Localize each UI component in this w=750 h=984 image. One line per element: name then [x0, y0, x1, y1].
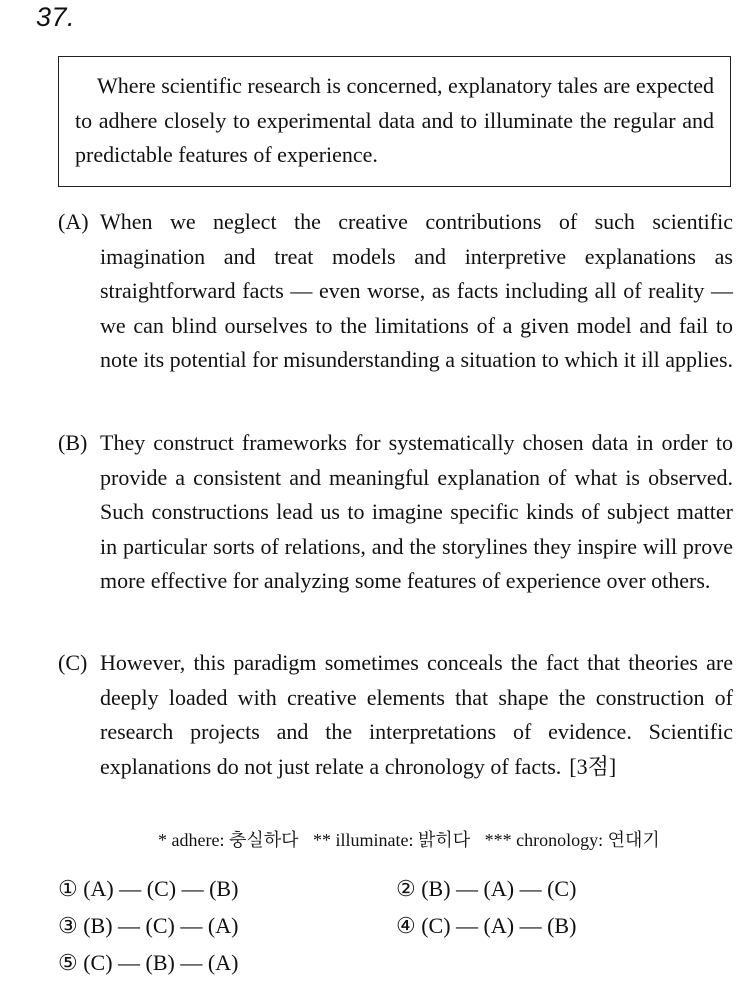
answer-option-3[interactable]: ③ (B) — (C) — (A) [58, 913, 239, 938]
paragraph-c-body [100, 646, 733, 784]
paragraph-a-label: (A) [58, 209, 89, 234]
glossary-item-chronology: *** chronology: 연대기 [484, 830, 660, 850]
given-passage-box [58, 56, 731, 187]
given-passage-text: Where scientific research is concerned, explanatory tales are expected to adhere closely to experimental data and to illuminate the regular and predictable features of experience. [75, 73, 714, 167]
paragraph-b-text: They construct frameworks for systematically chosen data in order to provide a consistent and meaningful explanation of what is observed. Such constructions lead us to imagine specific kinds of subject matter in particular sorts of relations, and the storylines they inspire will prove more effective for analyzing some features of experience over others. [100, 430, 733, 593]
paragraph-c-text: However, this paradigm sometimes conceals the fact that theories are deeply loaded with creative elements that shape the construction of research projects and the interpretations of evidence. Scientific explanations do not just relate a chronology of facts. [100, 650, 733, 779]
paragraph-b [58, 426, 733, 599]
points-badge: [3점] [569, 753, 617, 779]
paragraph-a [58, 205, 733, 378]
answer-option-1[interactable]: ① (A) — (C) — (B) [58, 876, 239, 901]
glossary [158, 828, 670, 852]
glossary-item-illuminate: ** illuminate: 밝히다 [313, 830, 471, 850]
paragraph-c [58, 646, 733, 784]
question-number: 37. [36, 2, 76, 32]
answer-option-4[interactable]: ④ (C) — (A) — (B) [396, 913, 577, 938]
paragraph-c-label: (C) [58, 650, 88, 675]
answer-option-5[interactable]: ⑤ (C) — (B) — (A) [58, 950, 239, 975]
paragraph-b-label: (B) [58, 430, 88, 455]
answer-option-2[interactable]: ② (B) — (A) — (C) [396, 876, 577, 901]
paragraph-a-text: When we neglect the creative contributions of such scientific imagination and treat models and interpretive explanations as straightforward facts — even worse, as facts including all of reality — we can blind ourselves to the limitations of a given model and fail to note its potential for misunderstanding a situation to which it ill applies. [100, 209, 734, 372]
glossary-item-adhere: * adhere: 충실하다 [158, 830, 299, 850]
